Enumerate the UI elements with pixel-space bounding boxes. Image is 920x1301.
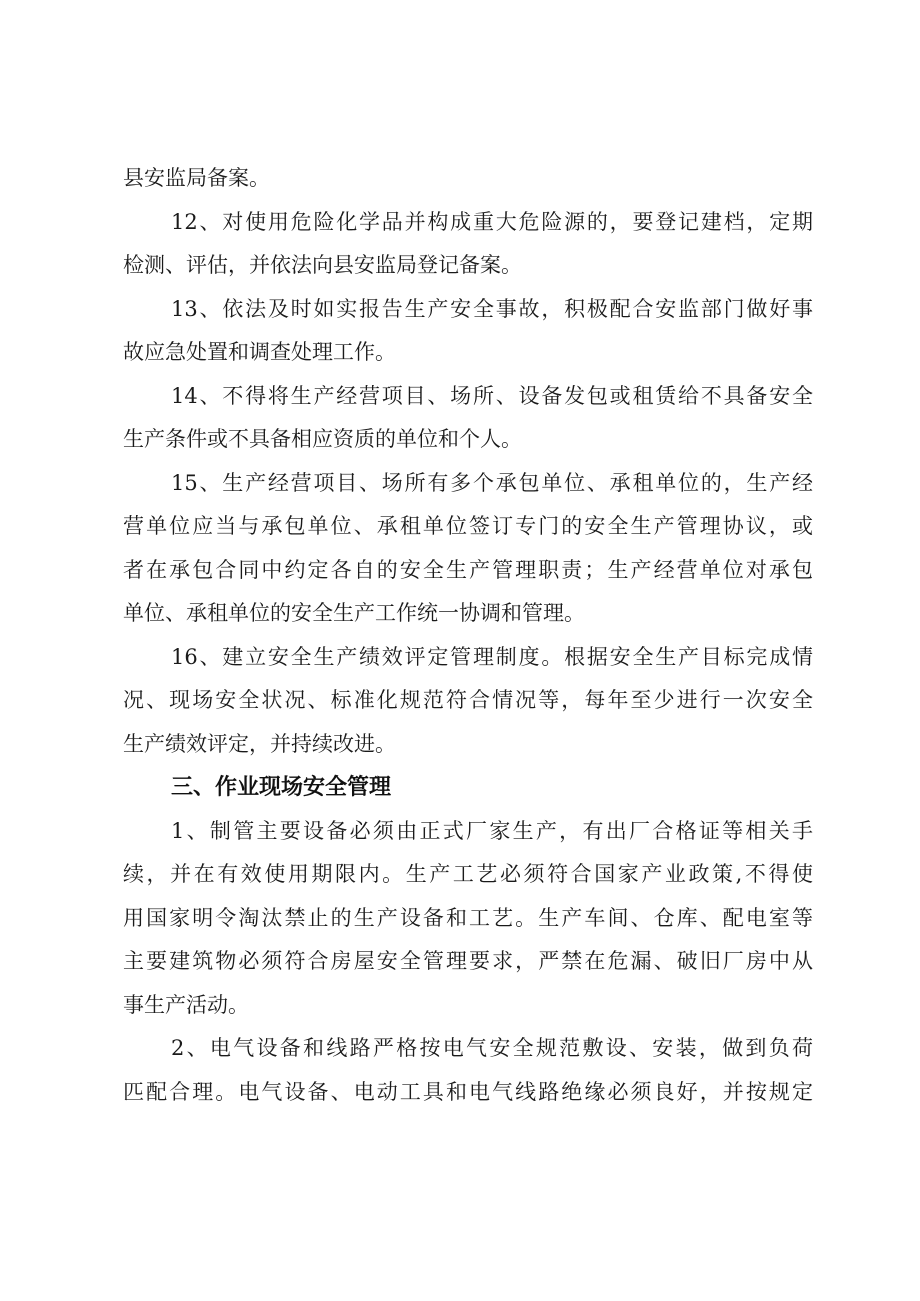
paragraph-line: 12、对使用危险化学品并构成重大危险源的，要登记建档，定期: [171, 209, 813, 234]
paragraph-line: 用国家明令淘汰禁止的生产设备和工艺。生产车间、仓库、配电室等: [123, 905, 813, 930]
paragraph-line: 15、生产经营项目、场所有多个承包单位、承租单位的，生产经: [171, 470, 813, 495]
section-heading: 三、作业现场安全管理: [171, 775, 392, 800]
paragraph-line: 者在承包合同中约定各自的安全生产管理职责；生产经营单位对承包: [123, 557, 813, 582]
paragraph-line: 主要建筑物必须符合房屋安全管理要求，严禁在危漏、破旧厂房中从: [123, 949, 813, 973]
paragraph-line: 单位、承租单位的安全生产工作统一协调和管理。: [123, 601, 585, 625]
paragraph-line: 县安监局备案。: [123, 166, 270, 190]
document-body: [123, 157, 813, 1114]
paragraph-line: 检测、评估，并依法向县安监局登记备案。: [123, 253, 522, 277]
paragraph-line: 匹配合理。电气设备、电动工具和电气线路绝缘必须良好，并按规定: [123, 1079, 813, 1104]
paragraph-line: 事生产活动。: [123, 992, 249, 1017]
paragraph-line: 续，并在有效使用期限内。生产工艺必须符合国家产业政策,不得使: [123, 862, 813, 886]
paragraph-line: 故应急处置和调查处理工作。: [123, 340, 396, 364]
paragraph-line: 14、不得将生产经营项目、场所、设备发包或租赁给不具备安全: [171, 383, 813, 408]
paragraph-line: 16、建立安全生产绩效评定管理制度。根据安全生产目标完成情: [171, 644, 813, 669]
paragraph-line: 1、制管主要设备必须由正式厂家生产，有出厂合格证等相关手: [171, 818, 813, 843]
paragraph-line: 13、依法及时如实报告生产安全事故，积极配合安监部门做好事: [171, 296, 813, 321]
paragraph-line: 生产绩效评定，并持续改进。: [123, 731, 396, 756]
paragraph-line: 生产条件或不具备相应资质的单位和个人。: [123, 427, 522, 451]
paragraph-line: 2、电气设备和线路严格按电气安全规范敷设、安装，做到负荷: [171, 1036, 813, 1060]
paragraph-line: 营单位应当与承包单位、承租单位签订专门的安全生产管理协议，或: [123, 514, 813, 538]
paragraph-line: 况、现场安全状况、标准化规范符合情况等，每年至少进行一次安全: [123, 688, 813, 712]
